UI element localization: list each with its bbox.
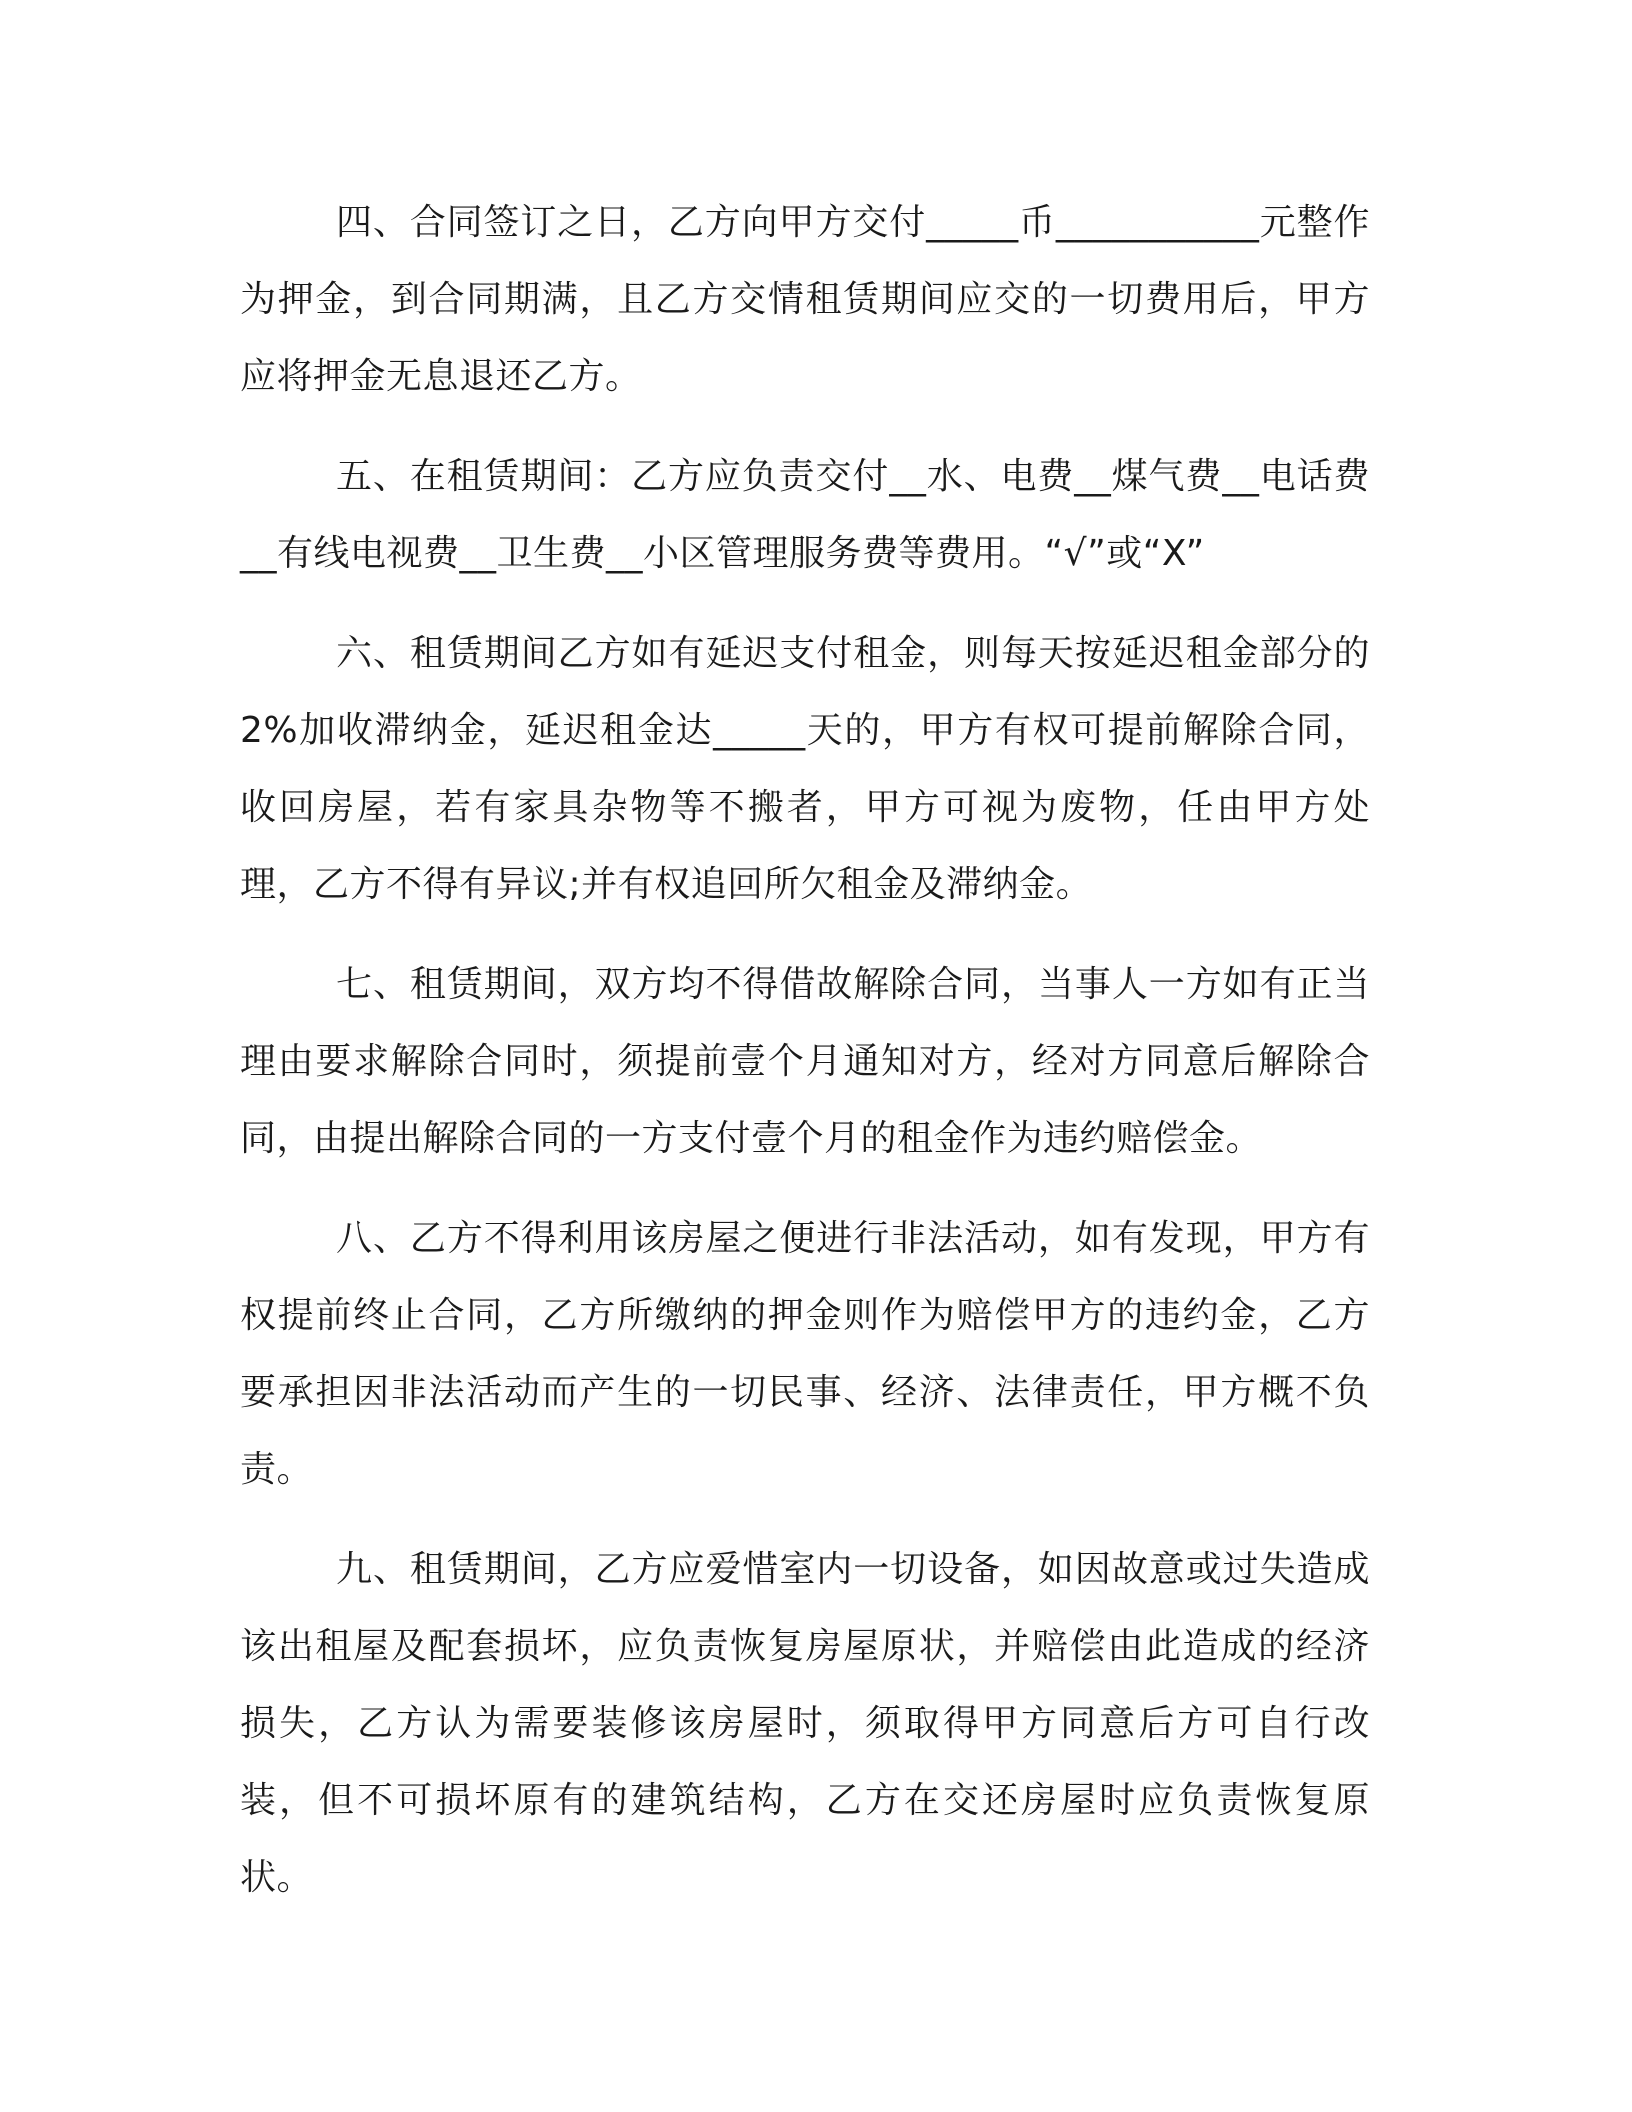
clause-4: 四、合同签订之日，乙方向甲方交付_____币___________元整作为押金，到合同期满，且乙方交情租赁期间应交的一切费用后，甲方应将押金无息退还乙方。	[240, 202, 1370, 397]
clause-6: 六、租赁期间乙方如有延迟支付租金，则每天按延迟租金部分的2%加收滞纳金，延迟租金达_____天的，甲方有权可提前解除合同，收回房屋，若有家具杂物等不搬者，甲方可视为废物，任由甲方处理，乙方不得有异议;并有权追回所欠租金及滞纳金。	[240, 633, 1370, 905]
clause-8: 八、乙方不得利用该房屋之便进行非法活动，如有发现，甲方有权提前终止合同，乙方所缴纳的押金则作为赔偿甲方的违约金，乙方要承担因非法活动而产生的一切民事、经济、法律责任，甲方概不负责。	[240, 1218, 1370, 1490]
document-body	[240, 184, 1370, 1939]
clause-9: 九、租赁期间，乙方应爱惜室内一切设备，如因故意或过失造成该出租屋及配套损坏，应负责恢复房屋原状，并赔偿由此造成的经济损失，乙方认为需要装修该房屋时，须取得甲方同意后方可自行改装，但不可损坏原有的建筑结构，乙方在交还房屋时应负责恢复原状。	[240, 1549, 1370, 1898]
clause-5: 五、在租赁期间：乙方应负责交付__水、电费__煤气费__电话费__有线电视费__卫生费__小区管理服务费等费用。“√”或“X”	[240, 456, 1370, 574]
clause-7: 七、租赁期间，双方均不得借故解除合同，当事人一方如有正当理由要求解除合同时，须提前壹个月通知对方，经对方同意后解除合同，由提出解除合同的一方支付壹个月的租金作为违约赔偿金。	[240, 964, 1370, 1159]
